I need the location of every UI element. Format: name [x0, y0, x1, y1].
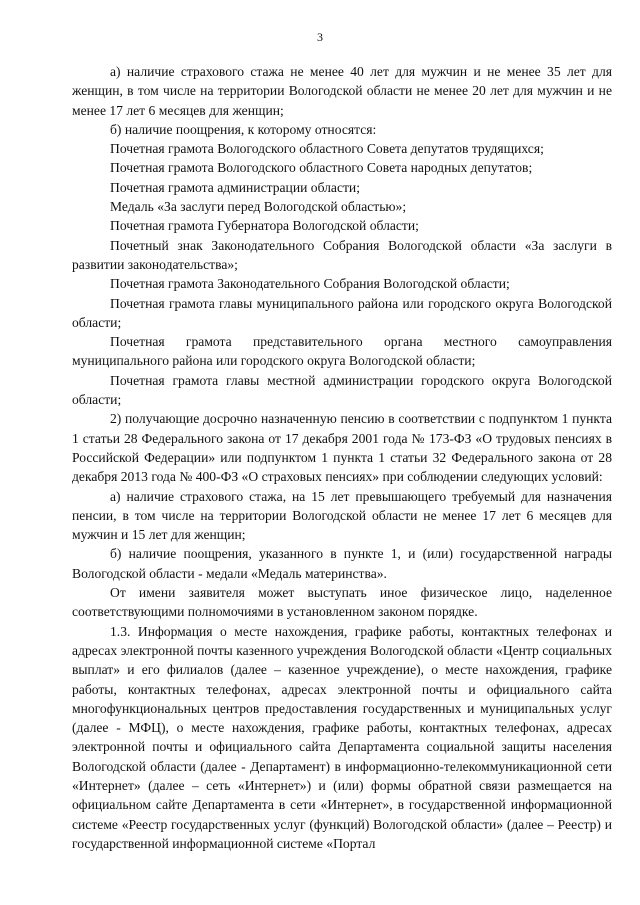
page-number: 3 — [317, 30, 323, 44]
paragraph-insurance-experience: а) наличие страхового стажа не менее 40 лет для мужчин и не менее 35 лет для женщин, в том числе на территории Вологодской области не менее 20 лет для мужчин и не менее 17 лет 6 месяцев для женщин; — [72, 64, 612, 118]
paragraph-representative: От имени заявителя может выступать иное физическое лицо, наделенное соответствующими полномочиями в установленном законом порядке. — [72, 585, 612, 620]
document-body — [72, 62, 612, 853]
list-item: Почетная грамота администрации области; — [110, 179, 360, 195]
list-item: Медаль «За заслуги перед Вологодской областью»; — [110, 199, 407, 215]
paragraph-award-condition: б) наличие поощрения, к которому относятся: — [110, 121, 377, 137]
list-item: Почетная грамота Вологодского областного Совета народных депутатов; — [110, 160, 533, 176]
list-item: Почетная грамота главы муниципального района или городского округа Вологодской области; — [72, 295, 612, 330]
paragraph-condition-a: а) наличие страхового стажа, на 15 лет превышающего требуемый для назначения пенсии, в том числе на территории Вологодской области не менее 17 лет 6 месяцев для мужчин и 15 лет для женщин; — [72, 488, 612, 543]
list-item: Почетная грамота представительного органа местного самоуправления муниципального района или городского округа Вологодской области; — [72, 334, 612, 369]
list-item: Почетная грамота Губернатора Вологодской области; — [110, 218, 419, 234]
paragraph-section-1-3: 1.3. Информация о месте нахождения, графике работы, контактных телефонах и адресах электронной почты казенного учреждения Вологодской области «Центр социальных выплат» и его филиалов (далее – казенное учреждение), о месте нахождения, графике работы, контактных телефонах, адресах электронной почты и официального сайта многофункциональных центров предоставления государственных и муниципальных услуг (далее - МФЦ), о месте нахождения, графике работы, контактных телефонах, адресах электронной почты и официального сайта Департамента социальной защиты населения Вологодской области (далее - Департамент) в информационно-телекоммуникационной сети «Интернет» (далее – сеть «Интернет») и (или) формы обратной связи размещается на официальном сайте Департамента в сети «Интернет», в государственной информационной системе «Реестр государственных услуг (функций) Вологодской области» (далее – Реестр) и государственной информационной системе «Портал — [72, 623, 612, 851]
paragraph-early-pension: 2) получающие досрочно назначенную пенсию в соответствии с подпунктом 1 пункта 1 статьи 28 Федерального закона от 17 декабря 2001 года № 173-ФЗ «О трудовых пенсиях в Российской Федерации» или подпунктом 1 пункта 1 статьи 32 Федерального закона от 28 декабря 2013 года № 400-ФЗ «О страховых пенсиях» при соблюдении следующих условий: — [72, 411, 612, 485]
paragraph-condition-b: б) наличие поощрения, указанного в пункте 1, и (или) государственной награды Вологодской области - медали «Медаль материнства». — [72, 546, 612, 581]
list-item: Почетная грамота Вологодского областного Совета депутатов трудящихся; — [110, 141, 544, 157]
list-item: Почетный знак Законодательного Собрания Вологодской области «За заслуги в развитии законодательства»; — [72, 237, 612, 272]
list-item: Почетная грамота главы местной администрации городского округа Вологодской области; — [72, 372, 612, 408]
list-item: Почетная грамота Законодательного Собрания Вологодской области; — [110, 276, 510, 292]
